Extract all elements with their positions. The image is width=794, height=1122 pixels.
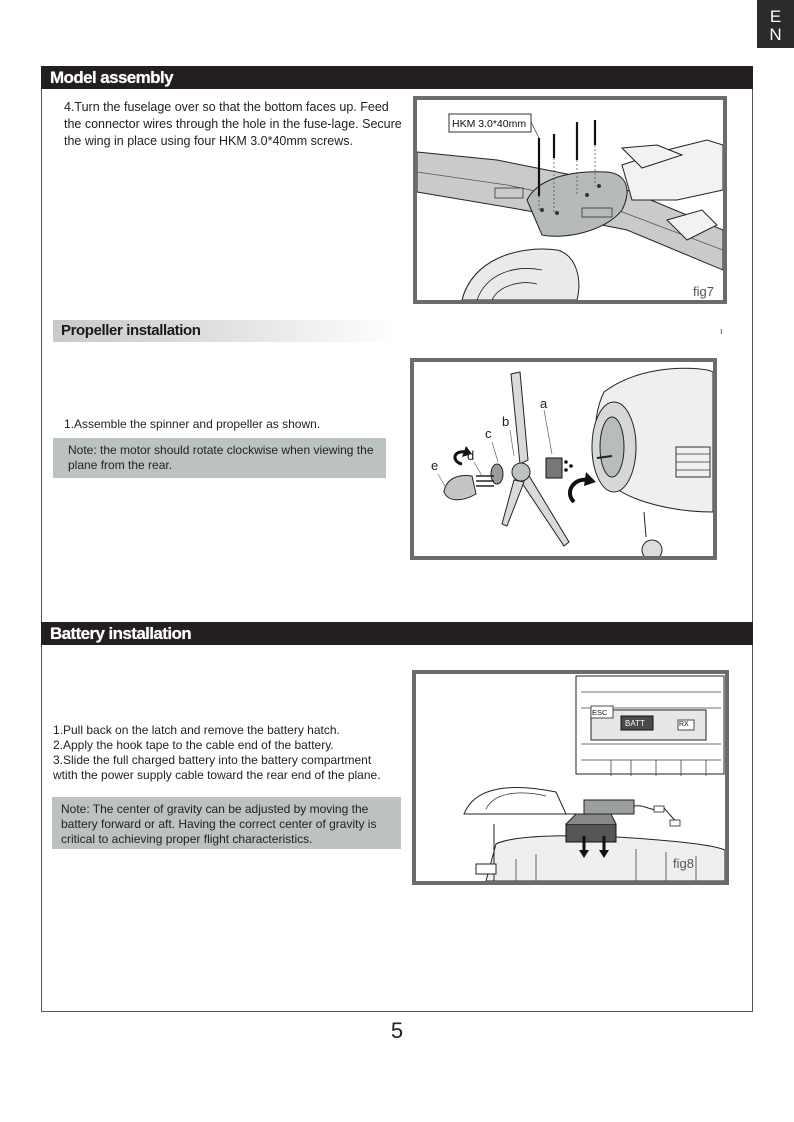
page-number: 5 bbox=[390, 1018, 404, 1043]
lang-letter-e: E bbox=[769, 7, 782, 26]
battery-installation-illustration bbox=[416, 674, 725, 881]
fig7-label: fig7 bbox=[693, 284, 714, 299]
language-tab bbox=[757, 0, 794, 48]
propeller-figure bbox=[410, 358, 717, 560]
propeller-note: Note: the motor should rotate clockwise when viewing the plane from the rear. bbox=[53, 438, 386, 478]
propeller-assembly-illustration bbox=[414, 362, 713, 556]
battery-steps bbox=[53, 723, 398, 783]
propeller-header bbox=[53, 320, 397, 342]
battery-header bbox=[41, 622, 753, 645]
esc-label: ESC bbox=[592, 708, 608, 717]
propeller-step-1: 1.Assemble the spinner and propeller as shown. bbox=[64, 417, 321, 431]
batt-label: BATT bbox=[625, 719, 645, 728]
wing-screws-illustration bbox=[417, 100, 723, 300]
battery-title: Battery installation bbox=[50, 624, 192, 643]
figure-8 bbox=[412, 670, 729, 885]
rx-label: RX bbox=[679, 721, 689, 728]
part-e-label: e bbox=[431, 458, 439, 473]
battery-step-1: 1.Pull back on the latch and remove the battery hatch. bbox=[53, 723, 340, 737]
assembly-step-4: 4.Turn the fuselage over so that the bottom faces up. Feed the connector wires through the hole in the fuse-lage. Secure the wing in place using four HKM 3.0*40mm screws. bbox=[64, 100, 402, 148]
part-c-label: c bbox=[485, 426, 492, 441]
screw-callout: HKM 3.0*40mm bbox=[452, 118, 527, 130]
model-assembly-title: Model assembly bbox=[50, 68, 173, 87]
battery-step-3: 3.Slide the full charged battery into the battery compartment wtith the power supply cable toward the rear end of the plane. bbox=[53, 753, 381, 782]
battery-note: Note: The center of gravity can be adjusted by moving the battery forward or aft. Having the correct center of gravity is critical to achieving proper flight characteristics. bbox=[52, 797, 401, 849]
figure-7 bbox=[413, 96, 727, 304]
lang-letter-n: N bbox=[769, 25, 782, 44]
propeller-title: Propeller installation bbox=[61, 322, 201, 339]
part-b-label: b bbox=[502, 414, 510, 429]
battery-step-2: 2.Apply the hook tape to the cable end of the battery. bbox=[53, 738, 334, 752]
stray-mark: ı bbox=[720, 326, 723, 336]
part-a-label: a bbox=[540, 396, 548, 411]
part-d-label: d bbox=[467, 448, 475, 463]
fig8-label: fig8 bbox=[673, 856, 694, 871]
model-assembly-header bbox=[41, 66, 753, 89]
